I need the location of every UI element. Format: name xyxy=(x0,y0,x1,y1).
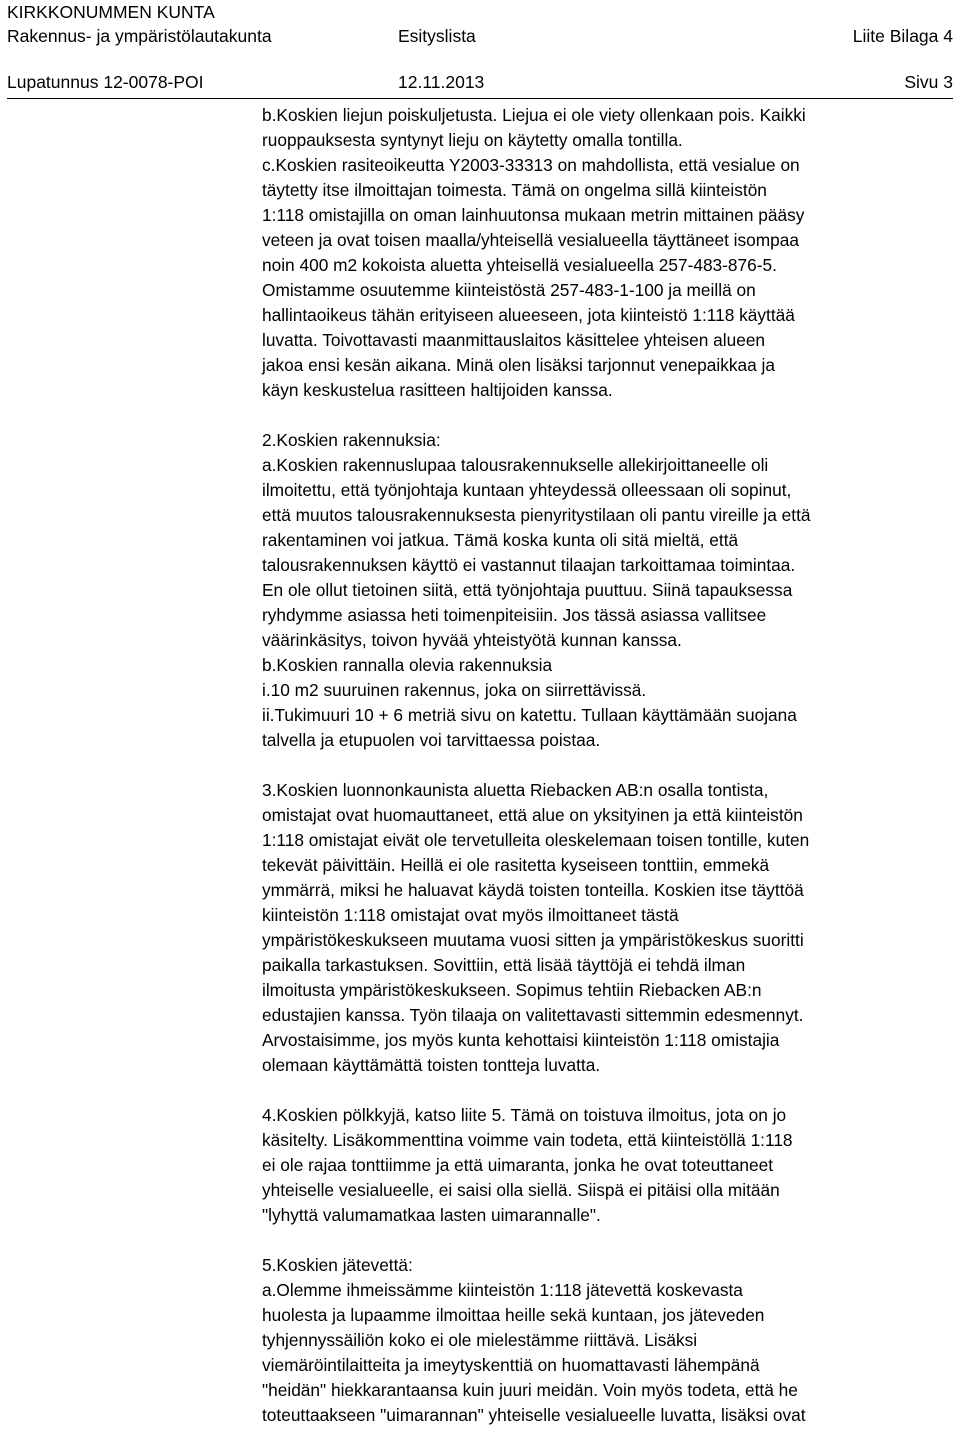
document-type: Esityslista xyxy=(398,26,476,46)
text-line: hallintaoikeus tähän erityiseen alueeseen, jota kiinteistö 1:118 käyttää xyxy=(262,305,795,325)
text-line: käsitelty. Lisäkommenttina voimme vain todeta, että kiinteistöllä 1:118 xyxy=(262,1130,793,1150)
text-line: ilmoitusta ympäristökeskukseen. Sopimus tehtiin Riebacken AB:n xyxy=(262,980,762,1000)
header-row-3 xyxy=(7,70,953,94)
attachment-label: Liite Bilaga 4 xyxy=(852,26,953,46)
text-line: talvella ja etupuolen voi tarvittaessa poistaa. xyxy=(262,730,601,750)
text-line: 4.Koskien pölkkyjä, katso liite 5. Tämä on toistuva ilmoitus, jota on jo xyxy=(262,1105,787,1125)
text-line: Omistamme osuutemme kiinteistöstä 257-483-1-100 ja meillä on xyxy=(262,280,756,300)
board-name: Rakennus- ja ympäristölautakunta xyxy=(7,26,272,46)
text-line: ii.Tukimuuri 10 + 6 metriä sivu on katettu. Tullaan käyttämään suojana xyxy=(262,705,797,725)
text-line: a.Koskien rakennuslupaa talousrakennukselle allekirjoittaneelle oli xyxy=(262,455,769,475)
text-line: ei ole rajaa tonttiimme ja että uimaranta, jonka he ovat toteuttaneet xyxy=(262,1155,774,1175)
text-line: väärinkäsitys, toivon hyvää yhteistyötä kunnan kanssa. xyxy=(262,630,682,650)
text-line: c.Koskien rasiteoikeutta Y2003-33313 on mahdollista, että vesialue on xyxy=(262,155,800,175)
text-line: ryhdymme asiassa heti toimenpiteisiin. Jos tässä asiassa vallitsee xyxy=(262,605,767,625)
text-line: täytetty itse ilmoittajan toimesta. Tämä on ongelma sillä kiinteistön xyxy=(262,180,767,200)
text-line: "heidän" hiekkarantaansa kuin juuri meidän. Voin myös todeta, että he xyxy=(262,1380,798,1400)
text-line: että muutos talousrakennuksesta pienyritystilaan oli pantu vireille ja että xyxy=(262,505,811,525)
page-header xyxy=(7,0,953,94)
text-line: b.Koskien rannalla olevia rakennuksia xyxy=(262,655,553,675)
text-line: toteuttaakseen "uimarannan" yhteiselle vesialueelle luvatta, lisäksi ovat xyxy=(262,1405,806,1425)
text-line: "lyhyttä valumamatkaa lasten uimarannalle". xyxy=(262,1205,601,1225)
text-line: olemaan käyttämättä toisten tontteja luvatta. xyxy=(262,1055,601,1075)
text-line: ympäristökeskukseen muutama vuosi sitten ja ympäristökeskus suoritti xyxy=(262,930,804,950)
permit-id: Lupatunnus 12-0078-POI xyxy=(7,72,204,92)
text-line: kiinteistön 1:118 omistajat ovat myös ilmoittaneet tästä xyxy=(262,905,679,925)
text-line: b.Koskien liejun poiskuljetusta. Liejua ei ole viety ollenkaan pois. Kaikki xyxy=(262,105,806,125)
header-row-2 xyxy=(7,24,953,48)
meeting-date: 12.11.2013 xyxy=(398,72,485,92)
text-line: ruoppauksesta syntynyt lieju on käytetty omalla tontilla. xyxy=(262,130,683,150)
paragraph-gap xyxy=(262,1228,954,1253)
text-line: 3.Koskien luonnonkaunista aluetta Riebacken AB:n osalla tontista, xyxy=(262,780,769,800)
text-line: Arvostaisimme, jos myös kunta kehottaisi kiinteistön 1:118 omistajia xyxy=(262,1030,780,1050)
text-line: paikalla tarkastuksen. Sovittiin, että lisää täyttöjä ei tehdä ilman xyxy=(262,955,746,975)
paragraph-gap xyxy=(262,403,954,428)
text-line: 1:118 omistajat eivät ole tervetulleita oleskelemaan toisen tontille, kuten xyxy=(262,830,810,850)
municipality-name: KIRKKONUMMEN KUNTA xyxy=(7,2,215,22)
text-line: i.10 m2 suuruinen rakennus, joka on siirrettävissä. xyxy=(262,680,647,700)
text-line: 5.Koskien jätevettä: xyxy=(262,1255,413,1275)
text-line: edustajien kanssa. Työn tilaaja on valitettavasti sittemmin edesmennyt. xyxy=(262,1005,804,1025)
document-body xyxy=(262,103,954,1428)
text-line: En ole ollut tietoinen siitä, että työnjohtaja puuttuu. Siinä tapauksessa xyxy=(262,580,793,600)
text-line: huolesta ja lupaamme ilmoittaa heille sekä kuntaan, jos jäteveden xyxy=(262,1305,765,1325)
text-line: luvatta. Toivottavasti maanmittauslaitos käsittelee yhteisen alueen xyxy=(262,330,766,350)
text-line: omistajat ovat huomauttaneet, että alue on yksityinen ja että kiinteistön xyxy=(262,805,803,825)
header-row-1 xyxy=(7,0,953,24)
paragraph-gap xyxy=(262,753,954,778)
text-line: noin 400 m2 kokoista aluetta yhteisellä vesialueella 257-483-876-5. xyxy=(262,255,777,275)
page-number: Sivu 3 xyxy=(904,72,953,92)
text-line: yhteiselle vesialueelle, ei saisi olla siellä. Siispä ei pitäisi olla mitään xyxy=(262,1180,780,1200)
text-line: ymmärrä, miksi he haluavat käydä toisten tonteilla. Koskien itse täyttöä xyxy=(262,880,804,900)
text-line: a.Olemme ihmeissämme kiinteistön 1:118 jätevettä koskevasta xyxy=(262,1280,743,1300)
text-line: rakentaminen voi jatkua. Tämä koska kunta oli sitä mieltä, että xyxy=(262,530,739,550)
text-line: 2.Koskien rakennuksia: xyxy=(262,430,441,450)
text-line: talousrakennuksen käyttö ei vastannut tilaajan tarkoittamaa toimintaa. xyxy=(262,555,796,575)
text-line: tyhjennyssäiliön koko ei ole mielestämme riittävä. Lisäksi xyxy=(262,1330,698,1350)
text-line: jakoa ensi kesän aikana. Minä olen lisäksi tarjonnut venepaikkaa ja xyxy=(262,355,775,375)
paragraph-gap xyxy=(262,1078,954,1103)
text-line: 1:118 omistajilla on oman lainhuutonsa mukaan metrin mittainen pääsy xyxy=(262,205,805,225)
header-divider xyxy=(7,98,953,99)
text-line: käyn keskustelua rasitteen haltijoiden kanssa. xyxy=(262,380,613,400)
text-line: viemäröintilaitteita ja imeytyskenttiä on huomattavasti lähempänä xyxy=(262,1355,760,1375)
text-line: tekevät päivittäin. Heillä ei ole rasitetta kyseiseen tonttiin, emmekä xyxy=(262,855,770,875)
text-line: veteen ja ovat toisen maalla/yhteisellä vesialueella täyttäneet isompaa xyxy=(262,230,800,250)
text-line: ilmoitettu, että työnjohtaja kuntaan yhteydessä olleessaan oli sopinut, xyxy=(262,480,792,500)
